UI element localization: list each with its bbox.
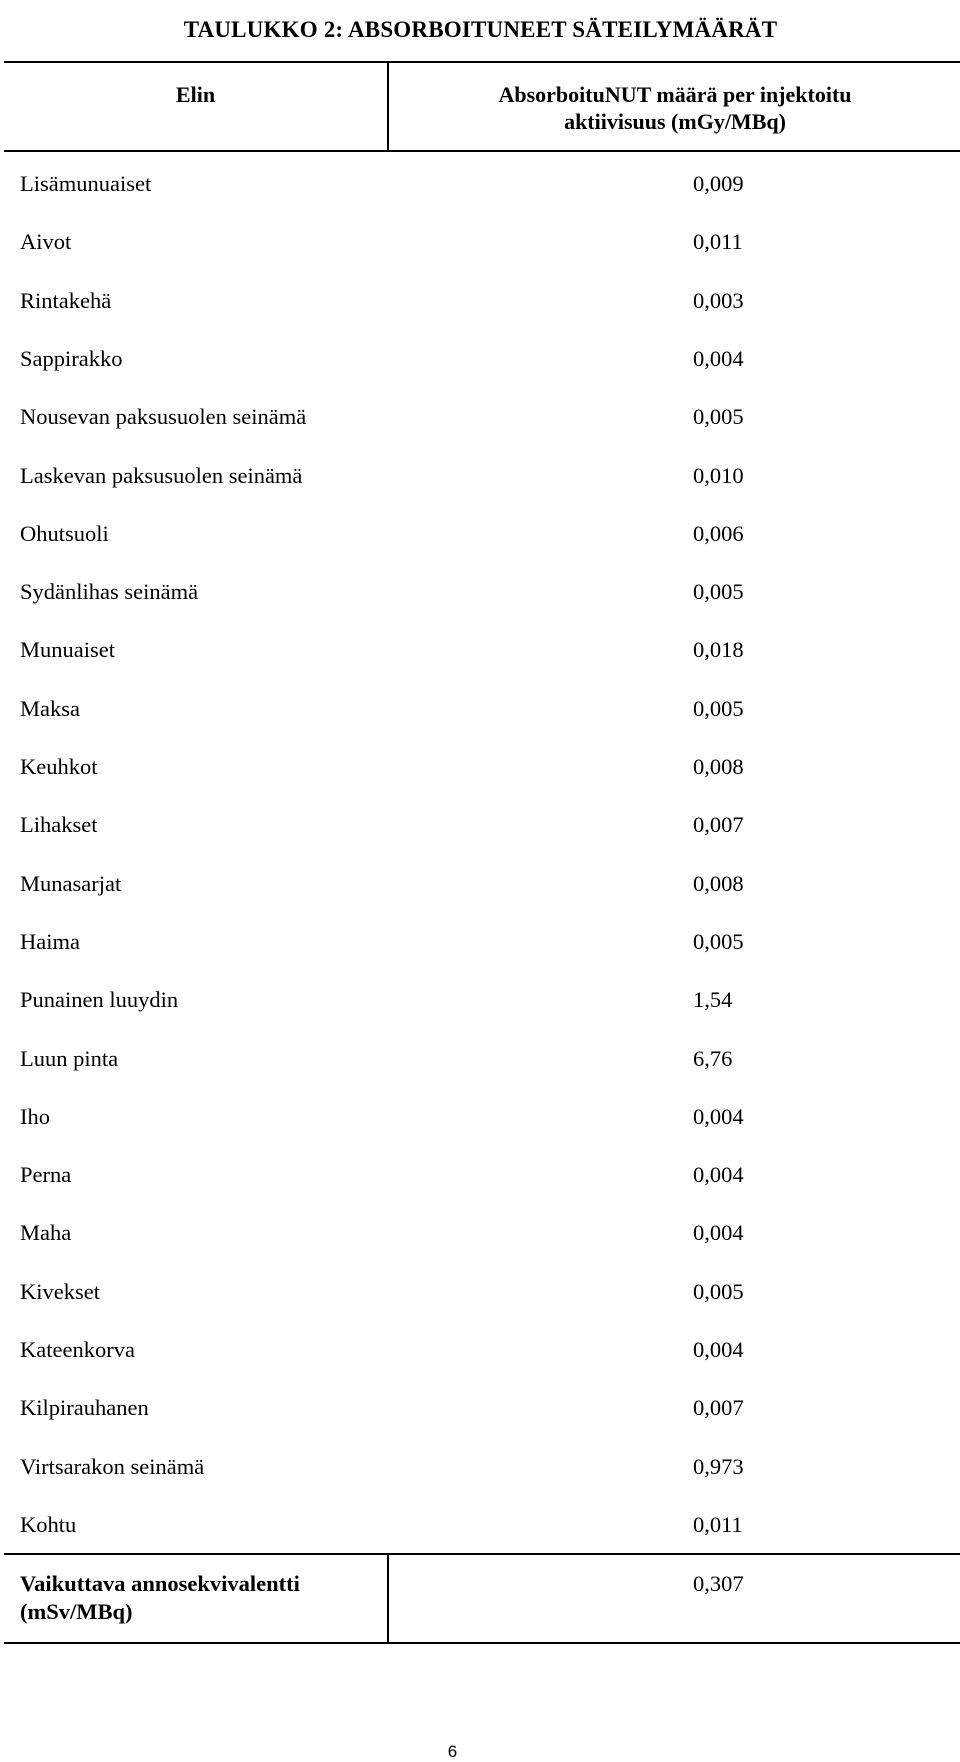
dose-value: 0,005: [693, 579, 744, 604]
table-row: [0, 1102, 960, 1132]
organ-name: Iho: [20, 1104, 50, 1129]
organ-name: Maksa: [20, 696, 80, 721]
table-row: [0, 577, 960, 607]
rule-header-bottom: [4, 150, 960, 152]
organ-name: Perna: [20, 1162, 72, 1187]
dose-value: 0,004: [693, 1162, 744, 1187]
dose-value: 0,018: [693, 637, 744, 662]
organ-name: Luun pinta: [20, 1046, 119, 1071]
organ-name: Nousevan paksusuolen seinämä: [20, 404, 307, 429]
header-organ: Elin: [175, 82, 216, 107]
table-title: TAULUKKO 2: ABSORBOITUNEET SÄTEILYMÄÄRÄT: [183, 17, 778, 42]
dose-value: 0,004: [693, 1104, 744, 1129]
total-label-line1: Vaikuttava annosekvivalentti: [20, 1571, 300, 1596]
page-number: 6: [447, 1742, 458, 1761]
organ-name: Kivekset: [20, 1279, 100, 1304]
header-dose: [389, 81, 960, 135]
rule-bottom: [4, 1642, 960, 1644]
dose-value: 0,006: [693, 521, 744, 546]
dose-value: 1,54: [693, 987, 733, 1012]
dose-value: 0,011: [693, 229, 743, 254]
dose-value: 0,005: [693, 1279, 744, 1304]
dose-value: 0,003: [693, 288, 744, 313]
table-row: [0, 869, 960, 899]
total-label-line2: (mSv/MBq): [20, 1599, 133, 1624]
rule-top: [4, 61, 960, 63]
table-row: [0, 694, 960, 724]
table-row: [0, 1393, 960, 1423]
dose-value: 0,005: [693, 696, 744, 721]
organ-name: Lisämunuaiset: [20, 171, 152, 196]
table-row: [0, 402, 960, 432]
organ-name: Haima: [20, 929, 80, 954]
dose-value: 0,007: [693, 812, 744, 837]
header-dose-line2: aktiivisuus (mGy/MBq): [564, 109, 786, 134]
dose-value: 0,007: [693, 1395, 744, 1420]
table-row: [0, 1160, 960, 1190]
organ-name: Sappirakko: [20, 346, 123, 371]
organ-name: Punainen luuydin: [20, 987, 179, 1012]
dose-value: 0,008: [693, 754, 744, 779]
table-row: [0, 1452, 960, 1482]
dose-value: 0,008: [693, 871, 744, 896]
table-row: [0, 1510, 960, 1540]
table-row: [0, 1277, 960, 1307]
organ-name: Maha: [20, 1220, 72, 1245]
column-divider-total: [387, 1553, 389, 1644]
table-row: [0, 1044, 960, 1074]
table-row: [0, 169, 960, 199]
total-label: [20, 1570, 300, 1626]
organ-name: Rintakehä: [20, 288, 112, 313]
table-row: [0, 927, 960, 957]
header-dose-line1: AbsorboituNUT määrä per injektoitu: [498, 82, 852, 107]
organ-name: Munuaiset: [20, 637, 115, 662]
table-row: [0, 810, 960, 840]
table-row: [0, 461, 960, 491]
table-row: [0, 286, 960, 316]
dose-value: 0,004: [693, 1220, 744, 1245]
dose-value: 0,004: [693, 346, 744, 371]
organ-name: Ohutsuoli: [20, 521, 109, 546]
table-row: [0, 752, 960, 782]
dose-value: 0,005: [693, 404, 744, 429]
table-row: [0, 227, 960, 257]
table-row: [0, 635, 960, 665]
dose-value: 0,973: [693, 1454, 744, 1479]
dose-value: 0,004: [693, 1337, 744, 1362]
organ-name: Keuhkot: [20, 754, 98, 779]
organ-name: Aivot: [20, 229, 72, 254]
dose-value: 0,009: [693, 171, 744, 196]
table-row: [0, 1218, 960, 1248]
organ-name: Sydänlihas seinämä: [20, 579, 199, 604]
dose-value: 0,010: [693, 463, 744, 488]
dose-value: 6,76: [693, 1046, 733, 1071]
organ-name: Lihakset: [20, 812, 98, 837]
rule-total-top: [4, 1553, 960, 1555]
dose-value: 0,005: [693, 929, 744, 954]
table-row: [0, 344, 960, 374]
table-row: [0, 1335, 960, 1365]
organ-name: Kohtu: [20, 1512, 77, 1537]
total-value: 0,307: [693, 1571, 744, 1596]
organ-name: Kilpirauhanen: [20, 1395, 149, 1420]
organ-name: Kateenkorva: [20, 1337, 135, 1362]
table-row: [0, 519, 960, 549]
organ-name: Munasarjat: [20, 871, 122, 896]
organ-name: Laskevan paksusuolen seinämä: [20, 463, 303, 488]
table-row: [0, 985, 960, 1015]
dose-value: 0,011: [693, 1512, 743, 1537]
organ-name: Virtsarakon seinämä: [20, 1454, 205, 1479]
